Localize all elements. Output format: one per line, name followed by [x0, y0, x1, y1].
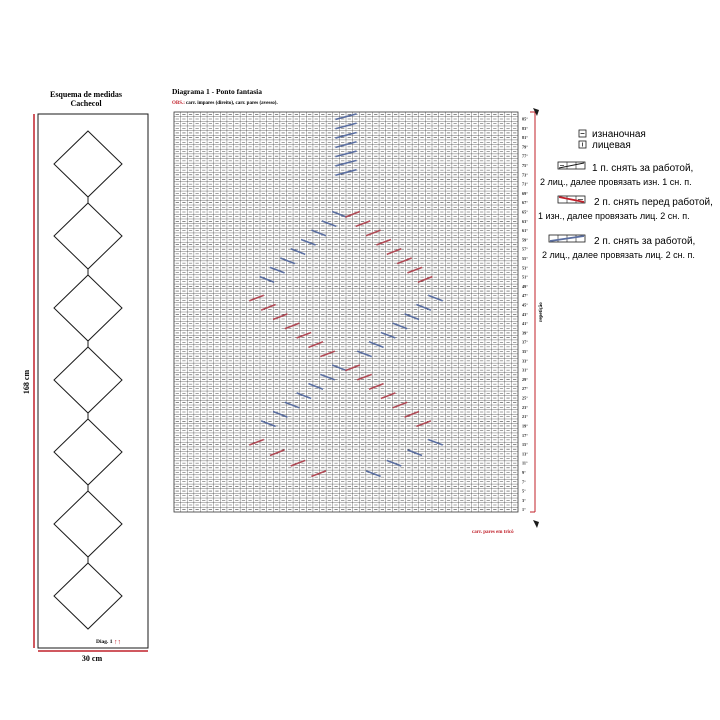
row-label: 31° [522, 367, 528, 373]
chart-obs-prefix: OBS.: [172, 101, 185, 106]
diag-label: Diag. 1 [96, 639, 113, 645]
width-label: 30 cm [81, 654, 103, 663]
diamond-chain [54, 131, 122, 629]
row-label: 3° [522, 497, 526, 503]
row-label: 1° [522, 507, 526, 513]
legend-item2-line2: 1 изн., далее провязать лиц. 2 сн. п. [538, 211, 690, 221]
height-label: 168 cm [22, 369, 31, 395]
row-label: 37° [522, 339, 528, 345]
row-label: 29° [522, 376, 528, 382]
diamond-shape [54, 419, 122, 485]
row-label: 45° [522, 302, 528, 308]
row-label: 49° [522, 283, 528, 289]
row-label: 43° [522, 311, 528, 317]
schema-title: Esquema de medidas [49, 90, 123, 99]
row-label: 61° [522, 228, 528, 234]
legend-knit: лицевая [592, 140, 631, 151]
diamond-shape [54, 491, 122, 557]
legend [538, 129, 713, 260]
row-label: 77° [522, 153, 528, 159]
row-label: 19° [522, 423, 528, 429]
row-label: 85° [522, 116, 528, 122]
diamond-shape [54, 131, 122, 197]
legend-item3-line1: 2 п. снять за работой, [594, 236, 696, 247]
row-label: 63° [522, 218, 528, 224]
cable-3-symbol [549, 235, 585, 242]
row-label: 83° [522, 125, 528, 131]
row-label: 13° [522, 451, 528, 457]
row-label: 79° [522, 144, 528, 150]
legend-item1-line2: 2 лиц., далее провязать изн. 1 сн. п. [540, 177, 692, 187]
row-label: 17° [522, 432, 528, 438]
bottom-note: carr. pares em tricô [472, 530, 514, 535]
legend-item3-line2: 2 лиц., далее провязать лиц. 2 сн. п. [542, 250, 695, 260]
row-label: 75° [522, 162, 528, 168]
row-label: 11° [522, 460, 528, 466]
row-label: 65° [522, 209, 528, 215]
row-label: 69° [522, 190, 528, 196]
cable-1-symbol [558, 162, 585, 169]
chart-title: Diagrama 1 - Ponto fantasia [172, 87, 262, 96]
row-label: 25° [522, 395, 528, 401]
measurement-schema [22, 90, 148, 663]
row-label: 33° [522, 358, 528, 364]
row-label: 23° [522, 404, 528, 410]
row-label: 47° [522, 293, 528, 299]
row-labels [522, 116, 528, 512]
diamond-shape [54, 347, 122, 413]
row-label: 57° [522, 246, 528, 252]
row-label: 15° [522, 442, 528, 448]
row-label: 53° [522, 265, 528, 271]
chart-obs-text: carr. impares (direito), carr. pares (avesso). [186, 101, 278, 106]
row-label: 73° [522, 172, 528, 178]
row-label: 81° [522, 135, 528, 141]
row-label: 67° [522, 200, 528, 206]
repeat-label: repetição [539, 302, 544, 322]
row-label: 41° [522, 321, 528, 327]
row-label: 55° [522, 256, 528, 262]
diamond-shape [54, 563, 122, 629]
row-label: 7° [522, 479, 526, 485]
stitch-chart [172, 87, 544, 535]
row-label: 9° [522, 469, 526, 475]
legend-purl: изнаночная [592, 129, 646, 140]
schema-subtitle: Cachecol [70, 99, 102, 108]
row-label: 71° [522, 181, 528, 187]
row-label: 5° [522, 488, 526, 494]
cable-2-symbol [558, 196, 585, 203]
diamond-shape [54, 203, 122, 269]
arrow-bottom-right [533, 520, 539, 528]
row-label: 39° [522, 330, 528, 336]
row-label: 51° [522, 274, 528, 280]
legend-item2-line1: 2 п. снять перед работой, [594, 197, 713, 208]
row-label: 59° [522, 237, 528, 243]
row-label: 27° [522, 386, 528, 392]
diag-arrows: ↑↑ [114, 638, 121, 646]
row-label: 21° [522, 414, 528, 420]
diamond-shape [54, 275, 122, 341]
row-label: 35° [522, 349, 528, 355]
legend-item1-line1: 1 п. снять за работой, [592, 163, 694, 174]
